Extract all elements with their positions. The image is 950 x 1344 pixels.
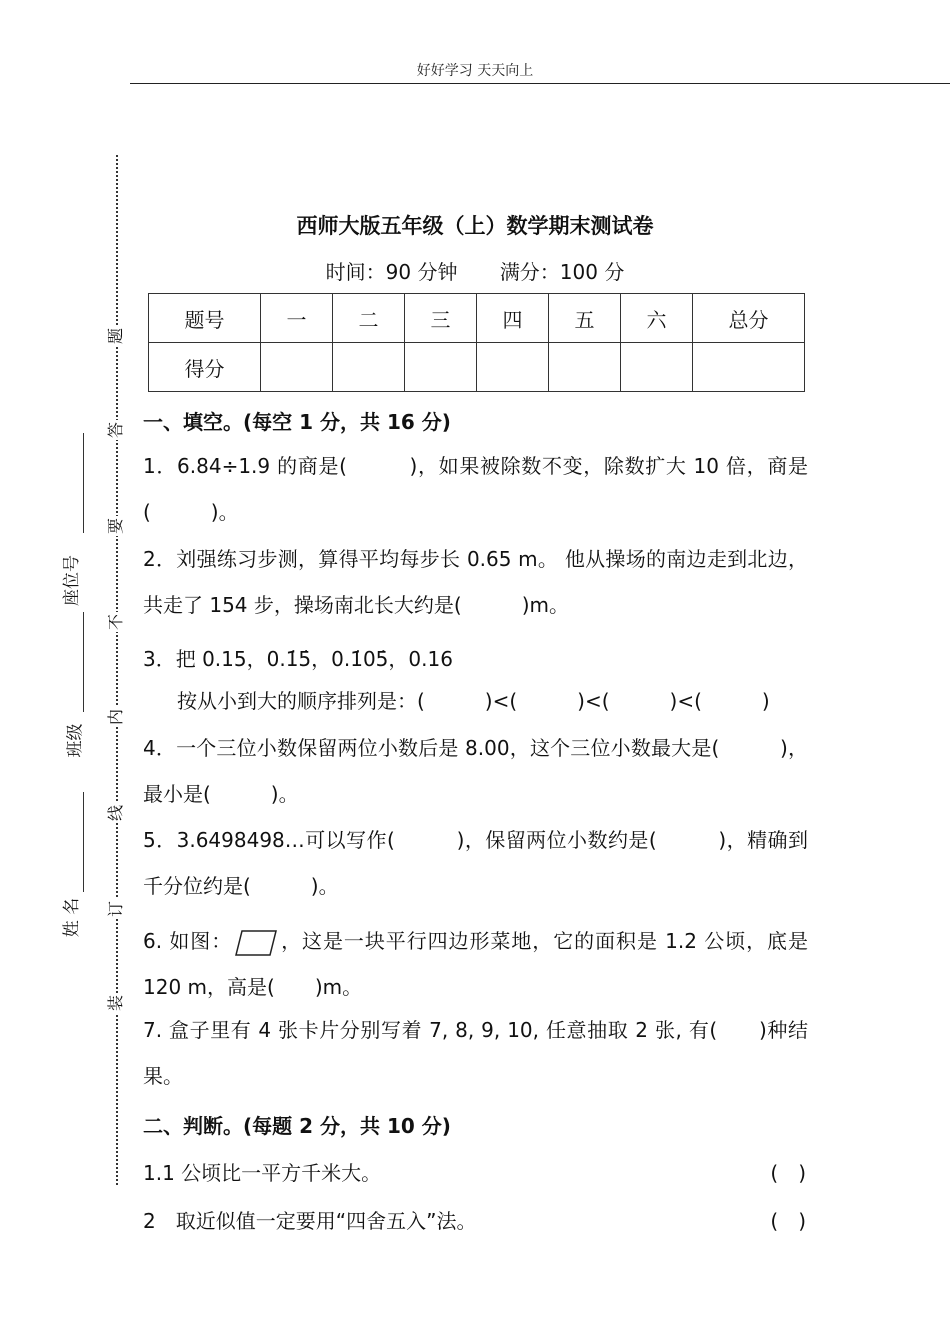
table-cell: 二 xyxy=(333,294,405,343)
judge-question-text: 2 取近似值一定要用“四舍五入”法。 xyxy=(143,1209,477,1233)
score-input-cell[interactable] xyxy=(621,343,693,392)
parallelogram-icon xyxy=(232,928,280,958)
score-input-cell[interactable] xyxy=(549,343,621,392)
section-heading: 二、判断。(每题 2 分，共 10 分) xyxy=(143,1114,451,1138)
exam-info xyxy=(130,256,820,285)
question-2: 2．刘强练习步测，算得平均每步长 0.65 m。 他从操场的南边走到北边，共走了 154 步，操场南北长大约是( )m。 xyxy=(143,547,808,617)
question-6 xyxy=(143,918,808,1010)
question-1: 1．6.84÷1.9 的商是( )，如果被除数不变，除数扩大 10 倍，商是( )。 xyxy=(143,454,808,524)
table-row xyxy=(149,294,805,343)
question-6-text: ，这是一块平行四边形菜地，它的面积是 1.2 公顷，底是 120 m，高是( )m。 xyxy=(143,929,808,999)
table-cell: 三 xyxy=(405,294,477,343)
question-6-lead: 6. 如图： xyxy=(143,929,233,953)
table-row xyxy=(149,343,805,392)
table-cell: 得分 xyxy=(149,343,261,392)
table-cell: 五 xyxy=(549,294,621,343)
judge-question-text: 1.1 公顷比一平方千米大。 xyxy=(143,1161,382,1185)
seat-number-blank xyxy=(83,433,84,533)
class-blank xyxy=(83,612,84,712)
table-cell: 总分 xyxy=(693,294,805,343)
question-3: 3．把 0.15，0.1̇5̇，0.1̇05̇，0.16 xyxy=(143,647,453,671)
binding-char: 装 xyxy=(105,994,125,1012)
answer-paren[interactable]: ( ) xyxy=(770,1161,806,1185)
table-cell: 一 xyxy=(261,294,333,343)
score-input-cell[interactable] xyxy=(261,343,333,392)
header-divider xyxy=(130,83,950,84)
binding-char: 不 xyxy=(105,613,125,631)
score-table xyxy=(148,293,805,392)
section-heading: 一、填空。(每空 1 分，共 16 分) xyxy=(143,410,451,434)
score-input-cell[interactable] xyxy=(477,343,549,392)
name-blank xyxy=(83,792,84,892)
binding-char: 答 xyxy=(105,421,125,439)
exam-full-score: 满分：100 分 xyxy=(499,260,625,284)
question-7: 7. 盒子里有 4 张卡片分别写着 7, 8, 9, 10, 任意抽取 2 张, 有( )种结果。 xyxy=(143,1018,808,1088)
question-5: 5．3.6498498…可以写作( )，保留两位小数约是( )，精确到千分位约是( )。 xyxy=(143,828,808,898)
page-header-motto: 好好学习 天天向上 xyxy=(416,63,534,79)
binding-char: 题 xyxy=(105,327,125,345)
score-input-cell[interactable] xyxy=(333,343,405,392)
table-cell: 题号 xyxy=(149,294,261,343)
question-4: 4．一个三位小数保留两位小数后是 8.00，这个三位小数最大是( )，最小是( )。 xyxy=(143,736,808,806)
exam-time: 时间：90 分钟 xyxy=(325,260,458,284)
binding-char: 线 xyxy=(105,804,125,822)
binding-char: 订 xyxy=(105,900,125,918)
seat-number-label: 座位号 xyxy=(62,555,82,606)
binding-char: 内 xyxy=(105,708,125,726)
exam-title: 西师大版五年级（上）数学期末测试卷 xyxy=(296,214,654,238)
class-label: 班级 xyxy=(65,723,86,758)
judge-question-2 xyxy=(143,1205,808,1234)
score-input-cell[interactable] xyxy=(405,343,477,392)
binding-dotted-line xyxy=(116,155,118,1185)
name-label: 姓 名 xyxy=(62,897,83,938)
judge-question-1 xyxy=(143,1157,808,1186)
score-input-cell[interactable] xyxy=(693,343,805,392)
question-3-ordering: 按从小到大的顺序排列是：( )<( )<( )<( ) xyxy=(177,689,770,713)
answer-paren[interactable]: ( ) xyxy=(770,1209,806,1233)
table-cell: 四 xyxy=(477,294,549,343)
binding-char: 要 xyxy=(105,517,125,535)
table-cell: 六 xyxy=(621,294,693,343)
